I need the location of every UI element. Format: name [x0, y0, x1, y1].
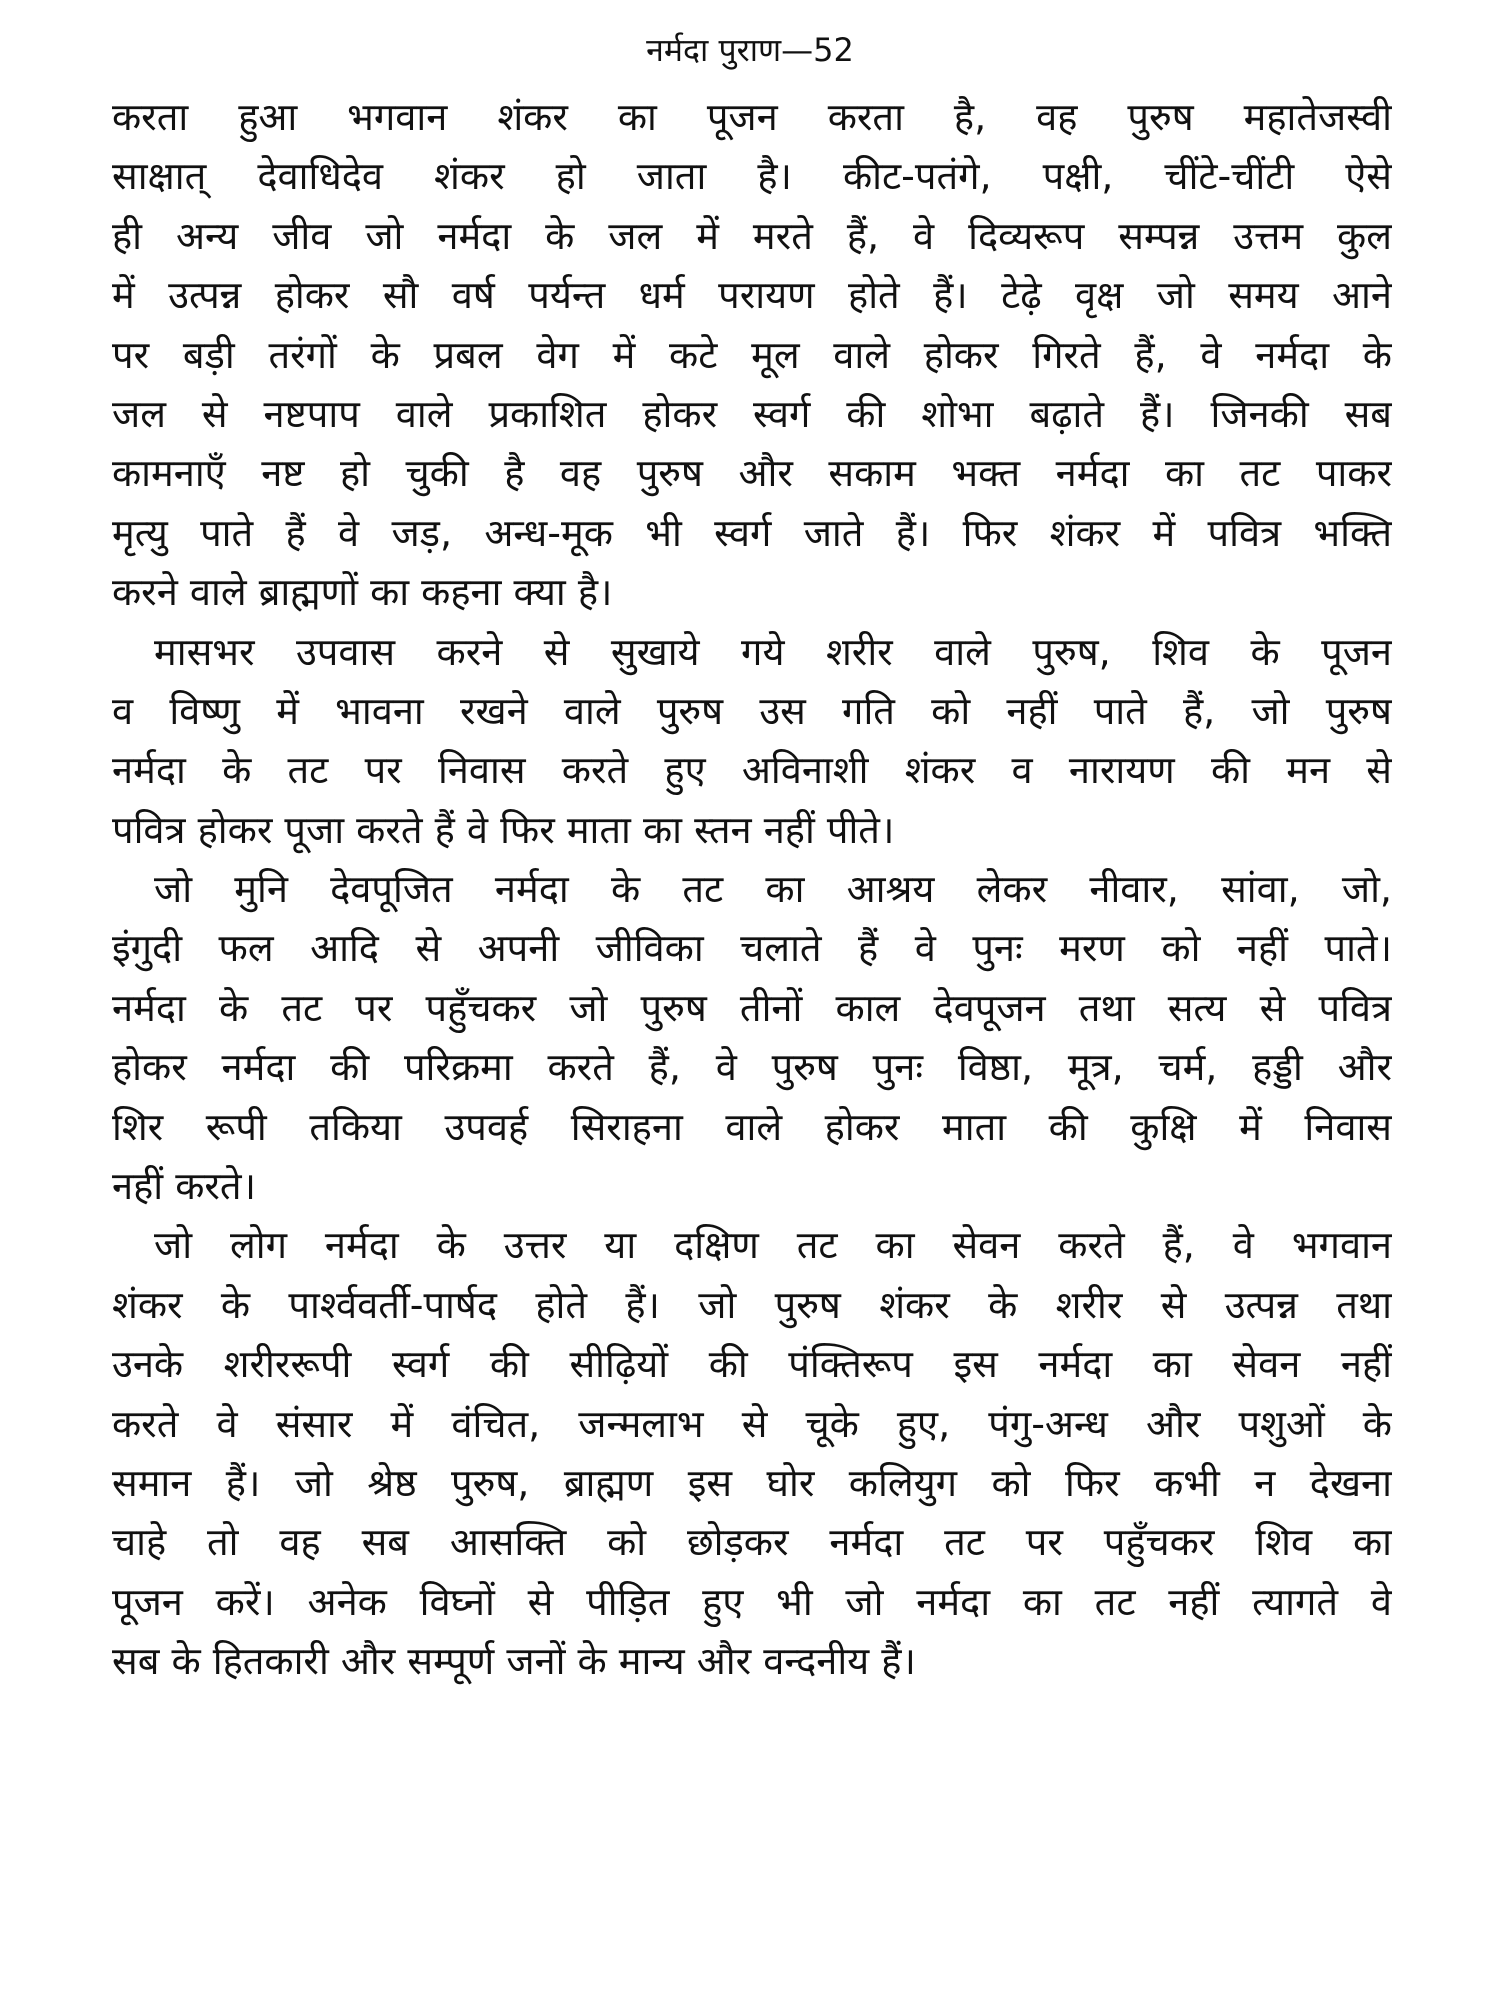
running-header: नर्मदा पुराण—52 [646, 31, 854, 69]
text-line: करने वाले ब्राह्मणों का कहना क्या है। [112, 570, 613, 615]
paragraph-4 [112, 1216, 1392, 1691]
text-line: जो मुनि देवपूजित नर्मदा के तट का आश्रय लेकर नीवार, सांवा, जो, [154, 867, 1392, 912]
text-line: उनके शरीररूपी स्वर्ग की सीढ़ियों की पंक्तिरूप इस नर्मदा का सेवन नहीं [112, 1342, 1392, 1387]
text-line: साक्षात् देवाधिदेव शंकर हो जाता है। कीट-पतंगे, पक्षी, चींटे-चींटी ऐसे [112, 154, 1392, 199]
text-line: शिर रूपी तकिया उपवर्ह सिराहना वाले होकर माता की कुक्षि में निवास [112, 1104, 1392, 1149]
paragraph-1 [112, 88, 1392, 623]
text-line: इंगुदी फल आदि से अपनी जीविका चलाते हैं वे पुनः मरण को नहीं पाते। [112, 926, 1392, 971]
text-line: नर्मदा के तट पर पहुँचकर जो पुरुष तीनों काल देवपूजन तथा सत्य से पवित्र [112, 985, 1392, 1030]
text-line: पर बड़ी तरंगों के प्रबल वेग में कटे मूल वाले होकर गिरते हैं, वे नर्मदा के [112, 332, 1392, 377]
text-line: ही अन्य जीव जो नर्मदा के जल में मरते हैं, वे दिव्यरूप सम्पन्न उत्तम कुल [112, 213, 1392, 258]
text-line: पूजन करें। अनेक विघ्नों से पीड़ित हुए भी जो नर्मदा का तट नहीं त्यागते वे [112, 1579, 1392, 1624]
paragraph-3 [112, 860, 1392, 1216]
text-line: करता हुआ भगवान शंकर का पूजन करता है, वह पुरुष महातेजस्वी [112, 95, 1392, 139]
text-line: सब के हितकारी और सम्पूर्ण जनों के मान्य और वन्दनीय हैं। [112, 1639, 916, 1684]
text-line: व विष्णु में भावना रखने वाले पुरुष उस गति को नहीं पाते हैं, जो पुरुष [112, 688, 1392, 733]
text-line: नर्मदा के तट पर निवास करते हुए अविनाशी शंकर व नारायण की मन से [112, 748, 1392, 793]
text-line: मासभर उपवास करने से सुखाये गये शरीर वाले पुरुष, शिव के पूजन [154, 629, 1392, 674]
text-line: शंकर के पार्श्ववर्ती-पार्षद होते हैं। जो पुरुष शंकर के शरीर से उत्पन्न तथा [112, 1282, 1392, 1327]
text-line: मृत्यु पाते हैं वे जड़, अन्ध-मूक भी स्वर्ग जाते हैं। फिर शंकर में पवित्र भक्ति [112, 510, 1392, 555]
text-line: होकर नर्मदा की परिक्रमा करते हैं, वे पुरुष पुनः विष्ठा, मूत्र, चर्म, हड्डी और [112, 1045, 1392, 1090]
text-line: करते वे संसार में वंचित, जन्मलाभ से चूके हुए, पंगु-अन्ध और पशुओं के [112, 1401, 1392, 1446]
text-line: समान हैं। जो श्रेष्ठ पुरुष, ब्राह्मण इस घोर कलियुग को फिर कभी न देखना [112, 1460, 1392, 1505]
text-line: जो लोग नर्मदा के उत्तर या दक्षिण तट का सेवन करते हैं, वे भगवान [154, 1223, 1392, 1268]
text-line: पवित्र होकर पूजा करते हैं वे फिर माता का स्तन नहीं पीते। [112, 807, 895, 852]
text-line: में उत्पन्न होकर सौ वर्ष पर्यन्त धर्म परायण होते हैं। टेढ़े वृक्ष जो समय आने [112, 273, 1392, 318]
text-line: कामनाएँ नष्ट हो चुकी है वह पुरुष और सकाम भक्त नर्मदा का तट पाकर [112, 451, 1392, 496]
text-line: जल से नष्टपाप वाले प्रकाशित होकर स्वर्ग की शोभा बढ़ाते हैं। जिनकी सब [112, 391, 1392, 436]
text-line: नहीं करते। [112, 1164, 256, 1209]
paragraph-2 [112, 623, 1392, 861]
text-line: चाहे तो वह सब आसक्ति को छोड़कर नर्मदा तट पर पहुँचकर शिव का [112, 1520, 1392, 1565]
body-text [112, 88, 1392, 1692]
